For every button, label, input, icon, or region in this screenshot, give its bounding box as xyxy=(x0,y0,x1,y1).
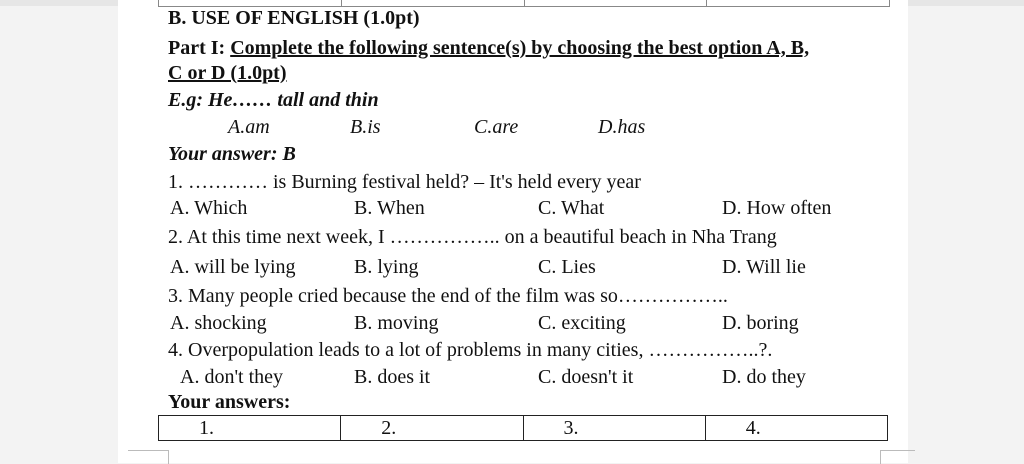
example-option-c: C.are xyxy=(474,116,519,138)
document-page xyxy=(118,0,908,463)
example-answer: Your answer: B xyxy=(168,143,296,165)
question-2-option-d: D. Will lie xyxy=(722,256,806,278)
question-3-option-c: C. exciting xyxy=(538,312,626,334)
question-4-option-c: C. doesn't it xyxy=(538,366,634,388)
part-instruction-text: Complete the following sentence(s) by choosing the best option A, B, xyxy=(230,37,810,59)
question-4: 4. Overpopulation leads to a lot of problems in many cities, ……………..?. xyxy=(168,339,773,361)
section-heading: B. USE OF ENGLISH (1.0pt) xyxy=(168,7,420,29)
question-1-option-b: B. When xyxy=(354,197,425,219)
answers-table xyxy=(158,415,888,441)
question-3: 3. Many people cried because the end of the film was so…………….. xyxy=(168,285,728,307)
question-3-option-a: A. shocking xyxy=(170,312,267,334)
question-3-option-b: B. moving xyxy=(354,312,439,334)
question-1-option-a: A. Which xyxy=(170,197,248,219)
question-2-option-b: B. lying xyxy=(354,256,419,278)
example-option-d: D.has xyxy=(598,116,646,138)
table-divider xyxy=(524,0,525,6)
page-corner-mark-right xyxy=(880,450,915,464)
question-1-option-d: D. How often xyxy=(722,197,832,219)
example-prompt: E.g: He…… tall and thin xyxy=(168,89,379,111)
part-instruction-line-1 xyxy=(168,36,809,60)
question-4-option-b: B. does it xyxy=(354,366,431,388)
question-1-option-c: C. What xyxy=(538,197,605,219)
answer-cell-1[interactable]: 1. xyxy=(159,416,341,440)
table-divider xyxy=(706,0,707,6)
answer-cell-2[interactable]: 2. xyxy=(341,416,523,440)
answer-cell-3[interactable]: 3. xyxy=(524,416,706,440)
question-2-option-a: A. will be lying xyxy=(170,256,296,278)
question-2: 2. At this time next week, I …………….. on a beautiful beach in Nha Trang xyxy=(168,226,777,248)
question-3-option-d: D. boring xyxy=(722,312,799,334)
part-label: Part I: xyxy=(168,37,231,59)
question-4-option-a: A. don't they xyxy=(180,366,284,388)
answers-label: Your answers: xyxy=(168,391,291,413)
example-option-a: A.am xyxy=(228,116,270,138)
answer-cell-4[interactable]: 4. xyxy=(745,417,761,439)
question-2-option-c: C. Lies xyxy=(538,256,596,278)
page-corner-mark-left xyxy=(128,450,169,464)
question-1: 1. ………… is Burning festival held? – It's held every year xyxy=(168,171,641,193)
example-option-b: B.is xyxy=(350,116,381,138)
question-4-option-d: D. do they xyxy=(722,366,806,388)
part-instruction-line-2: C or D (1.0pt) xyxy=(168,62,287,84)
